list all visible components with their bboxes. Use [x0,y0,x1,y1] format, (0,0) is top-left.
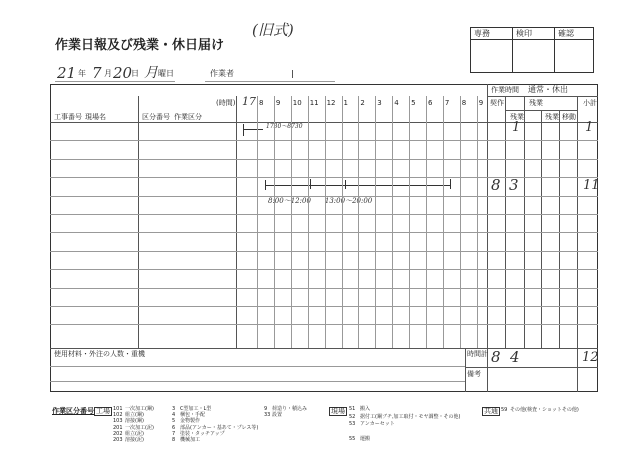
row-line [50,196,598,197]
hour-label: 5 [411,99,416,107]
hour-line [257,96,258,348]
sub-header-zangyo-3: 残業 [545,113,559,121]
hour-line [477,96,478,348]
hour-label: 1 [343,99,348,107]
row-2-keisaku: 8 [491,176,501,194]
sub-header-zangyo-2: 残業 [510,113,524,121]
hour-line [443,96,444,348]
totals-label: 時間計 [467,350,488,358]
process-item-text: 梱包・手配 [180,412,206,419]
time-note-row-1: 1730～8730 [266,123,303,130]
site-item-text: 搬入 [360,406,371,412]
row-2-zangyo: 3 [509,176,519,194]
factory-item-text: 組立(泥) [125,430,144,437]
row-line [50,140,598,141]
work-time-label: 作業時間 [491,86,519,94]
hour-label: 7 [444,99,450,107]
hour-label: 2 [360,99,365,107]
hour-line [392,96,393,348]
factory-item-text: 一次加工(鋼) [125,406,154,412]
time-label: (時間) [216,99,236,107]
hour-label: 4 [394,99,399,107]
hour-line [342,96,343,348]
site-item-code: 53 [349,421,356,427]
subtotal-label: 小計 [583,99,597,107]
hour-label: 9 [275,99,281,107]
row-1-subtotal: 1 [585,120,594,135]
month-label: 月 [104,69,112,78]
approval-label-senmu: 専務 [474,29,490,38]
common-label: 共通 [484,407,498,415]
factory-item-code: 202 [113,430,123,437]
hour-label: 9 [478,99,484,107]
hour-label: 8 [259,99,264,107]
shipping-item-text: 荷造り・積込み [272,406,308,412]
hour-line [274,96,275,348]
approval-label-kakunin: 確認 [558,29,574,38]
row-line [50,269,598,270]
row-line [50,306,598,307]
weekday-label: 曜日 [158,69,174,78]
normal-holiday-label: 通常・休出 [528,85,568,94]
time-bar-row-1 [243,129,263,130]
site-item-code: 51 [349,406,356,412]
factory-item-code: 102 [113,412,123,419]
process-item-text: 塗装・タッチアップ [180,430,225,437]
hour-line [358,96,359,348]
site-item-code: 55 [349,435,356,442]
approval-label-kenin: 検印 [516,29,532,38]
process-item-text: C型加工・L型 [180,406,212,412]
factory-label: 工場 [96,407,110,415]
process-item-code: 4 [172,412,176,419]
header-koji-bango: 工事番号 [54,113,82,121]
time-note-row-2: 8:00～12:00 13:00～20:00 [268,197,373,205]
process-item-code: 8 [172,437,176,443]
day-label: 日 [131,69,139,78]
factory-item-code: 103 [113,418,123,425]
sub-header-keisaku: 契作 [490,99,504,107]
row-line [50,214,598,215]
hour-line [308,96,309,348]
factory-item-code: 203 [113,437,123,443]
hour-label: 10 [292,99,302,107]
factory-item-text: 溶接(泥) [125,437,144,443]
factory-item-text: 溶接(鋼) [125,418,144,425]
day-value: 20 [113,64,133,82]
row-line [50,232,598,233]
hour-label: 11 [309,99,319,107]
row-line [50,288,598,289]
site-item-code: 52 [349,413,356,420]
total-keisaku: 8 [491,348,501,366]
handwritten-note: (旧式) [252,21,294,39]
process-item-text: 部品(アンカー・基あて・プレス等) [180,424,259,431]
common-code: 59 [501,407,508,413]
hour-label: 3 [377,99,382,107]
materials-label: 使用材料・外注の人数・重機 [54,350,145,358]
weekday-value: 月 [144,65,158,81]
worker-label: 作業者 [210,69,234,78]
remarks-label: 備考 [467,370,481,378]
factory-item-text: 組立(鋼) [125,412,144,419]
sub-header-zangyo: 残業 [529,99,543,107]
hour-line [409,96,410,348]
hour-line [375,96,376,348]
process-item-code: 7 [172,430,176,437]
code-label: 作業区分番号 [52,407,94,415]
process-item-code: 5 [172,418,176,425]
site-item-text: アンカーセット [360,421,395,427]
factory-item-text: 一次加工(泥) [125,424,154,431]
page-title: 作業日報及び残業・休日届け [55,38,225,53]
year-label: 年 [78,69,86,78]
sub-header-ido: 移動 [562,113,576,121]
hour-line [460,96,461,348]
factory-item-code: 201 [113,424,123,431]
row-2-subtotal: 11 [583,178,600,193]
process-item-code: 3 [172,406,176,412]
site-item-text: 運搬 [360,435,371,442]
shipping-item-code: 9 [264,406,268,412]
year-value: 21 [57,64,77,82]
process-item-text: 金物製作 [180,418,201,425]
header-kubun-bango: 区分番号 [142,113,170,121]
common-text: その他(検査・ショットその他) [510,407,579,413]
site-label: 現場 [331,407,345,415]
hours-start: 17 [242,95,256,108]
factory-item-code: 101 [113,406,123,412]
total-zangyo: 4 [510,348,520,366]
row-line [50,159,598,160]
row-line [50,324,598,325]
hour-label: 6 [428,99,433,107]
row-line [50,177,598,178]
month-value: 7 [92,64,102,82]
row-line [50,251,598,252]
hour-line [426,96,427,348]
process-item-text: 機械加工 [180,437,201,443]
site-item-text: 据付工(鋼ブチ,加工取付・モヤ調整・その他) [360,413,461,420]
shipping-item-text: 設置 [272,412,283,419]
header-genba-mei: 現場名 [85,113,106,121]
header-sagyo-kubun: 作業区分 [174,113,202,121]
hour-line [291,96,292,348]
hour-label: 8 [461,99,467,107]
hour-line [325,96,326,348]
shipping-item-code: 33 [264,412,271,419]
process-item-code: 6 [172,424,176,431]
total-subtotal: 12 [582,350,599,365]
hour-label: 12 [326,99,336,107]
row-1-zangyo: 1 [512,120,521,135]
